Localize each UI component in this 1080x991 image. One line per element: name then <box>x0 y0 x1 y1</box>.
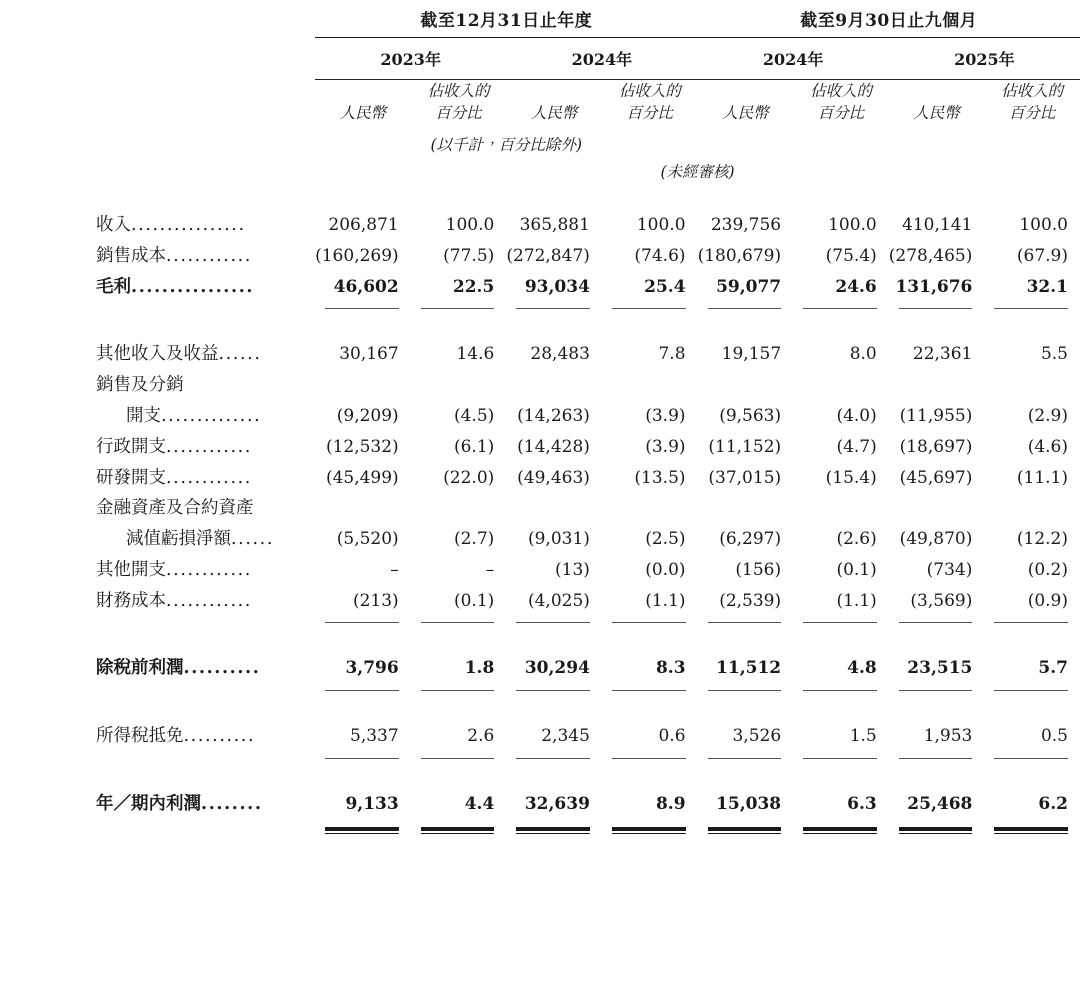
header-year-empty <box>0 38 315 78</box>
measure-rmb-label-1: 人民幣 <box>339 104 387 123</box>
rule-seg-3 <box>506 684 602 693</box>
table-row <box>0 370 1080 401</box>
measure-pct-bottom-4: 百分比 <box>1008 104 1056 123</box>
rule-label-gap <box>0 684 315 693</box>
rule-seg-8 <box>984 302 1080 311</box>
row-label-text: 其他收入及收益 <box>96 344 219 365</box>
table-row <box>0 401 1080 432</box>
cell-rnd-y2024-pct: (13.5) <box>634 467 686 488</box>
rule-label-gap <box>0 820 315 836</box>
cell-cost-m2025-pct: (67.9) <box>1016 245 1068 266</box>
cell-cost-y2023-pct: (77.5) <box>443 245 495 266</box>
header-corner-empty <box>0 0 315 36</box>
leader-dots: ...... <box>218 344 262 365</box>
cell-pbt-y2023-rmb: 3,796 <box>345 658 399 679</box>
cell-otherinc-y2024-rmb: 28,483 <box>530 344 590 365</box>
measure-rmb-label-4: 人民幣 <box>913 104 960 123</box>
cell-otherexp-y2024-pct: (0.0) <box>645 559 686 580</box>
row-label-gross-profit <box>0 272 315 303</box>
rule-under-finance-costs <box>0 616 1080 625</box>
leader-dots: .............. <box>161 405 262 426</box>
rule-seg-1 <box>315 302 411 311</box>
rule-seg-1 <box>315 752 411 761</box>
measure-rmb-label-3: 人民幣 <box>722 104 769 123</box>
rule-label-gap <box>0 616 315 625</box>
leader-dots: ................ <box>131 276 255 297</box>
table-row <box>0 653 1080 684</box>
rule-double-seg-1 <box>315 820 411 836</box>
cell-revenue-y2024-pct: 100.0 <box>636 214 686 235</box>
cell-impair-y2023-rmb: (5,520) <box>336 528 399 549</box>
cell-cost-y2024-rmb: (272,847) <box>506 245 590 266</box>
header-year-2024-annual: 2024年 <box>571 50 633 69</box>
header-year-row <box>0 38 1080 78</box>
row-label-text: 金融資產及合約資產 <box>96 498 254 519</box>
cell-revenue-m2025-pct: 100.0 <box>1019 214 1068 235</box>
cell-otherexp-m2024-rmb: (156) <box>735 559 782 580</box>
rule-label-gap <box>0 302 315 311</box>
cell-otherexp-y2023-rmb: – <box>390 559 399 580</box>
rule-seg-4 <box>602 684 698 693</box>
rule-seg-6 <box>793 752 889 761</box>
cell-profit-y2023-pct: 4.4 <box>464 794 495 815</box>
cell-cost-y2023-rmb: (160,269) <box>315 245 399 266</box>
cell-rnd-y2024-rmb: (49,463) <box>517 467 590 488</box>
cell-finance-y2023-rmb: (213) <box>352 590 399 611</box>
table-row <box>0 789 1080 820</box>
cell-revenue-m2025-rmb: 410,141 <box>902 214 973 235</box>
rule-seg-2 <box>411 684 507 693</box>
rule-seg-5 <box>698 752 794 761</box>
cell-tax-y2024-pct: 0.6 <box>658 726 686 747</box>
cell-finance-m2025-pct: (0.9) <box>1027 590 1068 611</box>
rule-double-seg-3 <box>506 820 602 836</box>
table-body <box>0 210 1080 836</box>
header-group-row <box>0 0 1080 36</box>
rule-seg-7 <box>889 616 985 625</box>
cell-otherinc-y2023-rmb: 30,167 <box>339 344 399 365</box>
header-year-2025-interim: 2025年 <box>954 50 1015 69</box>
table-header <box>0 0 1080 210</box>
row-label-other-expenses <box>0 555 315 586</box>
table-row <box>0 432 1080 463</box>
cell-finance-y2024-pct: (1.1) <box>645 590 686 611</box>
row-label-profit-before-tax <box>0 653 315 684</box>
table-row <box>0 493 1080 524</box>
row-label-profit-for-period <box>0 789 315 820</box>
measure-pct-bottom-2: 百分比 <box>626 104 673 123</box>
measure-rmb-label-2: 人民幣 <box>530 104 578 123</box>
cell-tax-m2025-rmb: 1,953 <box>923 726 973 747</box>
leader-dots: ........ <box>201 794 263 815</box>
rule-double-seg-4 <box>602 820 698 836</box>
cell-finance-m2024-pct: (1.1) <box>836 590 877 611</box>
rule-double-seg-8 <box>984 820 1080 836</box>
measure-pct-top-2: 佔收入的 <box>618 82 681 100</box>
table-row <box>0 586 1080 617</box>
row-label-selling-line1 <box>0 370 315 401</box>
header-measure-pct-2024a <box>602 80 698 129</box>
rule-seg-6 <box>793 616 889 625</box>
note-unaudited-left-empty <box>315 155 506 182</box>
row-label-finance-costs <box>0 586 315 617</box>
row-label-text: 銷售成本 <box>96 245 166 266</box>
cell-tax-y2023-rmb: 5,337 <box>350 726 399 747</box>
rule-seg-4 <box>602 616 698 625</box>
row-label-other-income <box>0 339 315 370</box>
row-label-text: 行政開支 <box>96 436 166 457</box>
rule-seg-8 <box>984 616 1080 625</box>
header-measure-pct-2024i <box>793 80 889 129</box>
rule-seg-4 <box>602 752 698 761</box>
rule-seg-6 <box>793 684 889 693</box>
cell-pbt-y2023-pct: 1.8 <box>464 658 495 679</box>
measure-pct-top-4: 佔收入的 <box>1001 82 1064 100</box>
note-unaudited-spacer <box>506 155 888 182</box>
cell-impair-y2024-rmb: (9,031) <box>527 528 590 549</box>
cell-otherexp-m2025-rmb: (734) <box>926 559 973 580</box>
rule-seg-2 <box>411 302 507 311</box>
cell-admin-y2024-pct: (3.9) <box>645 436 686 457</box>
leader-dots: ............ <box>166 245 252 266</box>
cell-rnd-m2024-pct: (15.4) <box>825 467 877 488</box>
rule-seg-1 <box>315 684 411 693</box>
rule-double-under-profit <box>0 820 1080 836</box>
cell-profit-y2023-rmb: 9,133 <box>345 794 399 815</box>
row-label-income-tax-credit <box>0 721 315 752</box>
impairment-line1-empty <box>315 493 1080 524</box>
rule-seg-5 <box>698 302 794 311</box>
cell-impair-m2024-pct: (2.6) <box>836 528 877 549</box>
cell-rnd-y2023-pct: (22.0) <box>443 467 495 488</box>
leader-dots: ............ <box>166 559 252 580</box>
cell-selling-y2024-pct: (3.9) <box>645 405 686 426</box>
cell-gross-y2023-rmb: 46,602 <box>333 276 399 297</box>
row-label-text: 所得稅抵免 <box>96 726 184 747</box>
cell-otherinc-y2024-pct: 7.8 <box>658 344 686 365</box>
measure-pct-bottom-3: 百分比 <box>817 104 865 123</box>
cell-finance-y2024-rmb: (4,025) <box>527 590 590 611</box>
cell-admin-m2025-rmb: (18,697) <box>899 436 973 457</box>
cell-otherexp-m2024-pct: (0.1) <box>836 559 877 580</box>
spacer-before-pbt <box>0 625 1080 653</box>
rule-seg-3 <box>506 302 602 311</box>
rule-seg-2 <box>411 752 507 761</box>
cell-profit-y2024-pct: 8.9 <box>655 794 686 815</box>
cell-profit-y2024-rmb: 32,639 <box>524 794 590 815</box>
table-row <box>0 463 1080 494</box>
cell-profit-m2025-pct: 6.2 <box>1038 794 1068 815</box>
header-measure-rmb-2023 <box>315 80 411 129</box>
cell-selling-m2024-rmb: (9,563) <box>719 405 782 426</box>
row-label-text: 年／期內利潤 <box>96 794 201 815</box>
cell-pbt-y2024-pct: 8.3 <box>655 658 686 679</box>
leader-dots: ............ <box>166 590 252 611</box>
rule-double-seg-6 <box>793 820 889 836</box>
rule-label-gap <box>0 752 315 761</box>
rule-seg-5 <box>698 684 794 693</box>
table-row <box>0 272 1080 303</box>
measure-pct-bottom-1: 百分比 <box>435 104 482 123</box>
selling-line1-empty <box>315 370 1080 401</box>
cell-admin-m2024-rmb: (11,152) <box>708 436 782 457</box>
header-year-2023: 2023年 <box>380 50 441 69</box>
leader-dots: .......... <box>183 658 261 679</box>
cell-otherinc-y2023-pct: 14.6 <box>456 344 495 365</box>
cell-gross-y2023-pct: 22.5 <box>452 276 495 297</box>
cell-admin-y2023-rmb: (12,532) <box>325 436 399 457</box>
row-label-selling-expenses <box>0 401 315 432</box>
cell-pbt-m2025-pct: 5.7 <box>1038 658 1068 679</box>
cell-revenue-m2024-rmb: 239,756 <box>710 214 782 235</box>
cell-gross-m2025-pct: 32.1 <box>1026 276 1068 297</box>
measure-pct-top-1: 佔收入的 <box>427 82 490 100</box>
note-thousands-text: (以千計，百分比除外) <box>430 135 583 154</box>
leader-dots: .......... <box>183 726 256 747</box>
cell-rnd-y2023-rmb: (45,499) <box>325 467 399 488</box>
cell-admin-y2024-rmb: (14,428) <box>517 436 590 457</box>
cell-finance-m2025-rmb: (3,569) <box>910 590 973 611</box>
note-thousands-right-empty <box>698 129 1080 155</box>
row-label-impairment-line1 <box>0 493 315 524</box>
rule-under-gross-profit <box>0 302 1080 311</box>
cell-rnd-m2024-rmb: (37,015) <box>708 467 782 488</box>
cell-otherinc-m2024-rmb: 19,157 <box>721 344 782 365</box>
cell-impair-m2025-rmb: (49,870) <box>899 528 973 549</box>
rule-seg-8 <box>984 752 1080 761</box>
row-label-text: 減值虧損淨額 <box>126 528 231 549</box>
leader-dots: ............ <box>166 467 252 488</box>
rule-seg-2 <box>411 616 507 625</box>
table-row <box>0 241 1080 272</box>
table-row <box>0 339 1080 370</box>
row-label-text: 銷售及分銷 <box>96 375 184 396</box>
leader-dots: ................ <box>131 214 246 235</box>
spacer-before-profit <box>0 761 1080 789</box>
header-measure-row <box>0 80 1080 129</box>
rule-seg-7 <box>889 752 985 761</box>
cell-tax-y2023-pct: 2.6 <box>467 726 495 747</box>
row-label-text: 收入 <box>96 214 131 235</box>
rule-seg-7 <box>889 684 985 693</box>
rule-seg-6 <box>793 302 889 311</box>
row-label-text: 研發開支 <box>96 467 166 488</box>
row-label-admin-expenses <box>0 432 315 463</box>
row-label-revenue <box>0 210 315 241</box>
cell-selling-m2025-pct: (2.9) <box>1027 405 1068 426</box>
cell-revenue-y2023-rmb: 206,871 <box>328 214 399 235</box>
cell-selling-m2025-rmb: (11,955) <box>899 405 973 426</box>
rule-double-seg-2 <box>411 820 507 836</box>
cell-finance-m2024-rmb: (2,539) <box>719 590 782 611</box>
cell-impair-m2024-rmb: (6,297) <box>719 528 782 549</box>
cell-otherinc-m2024-pct: 8.0 <box>849 344 877 365</box>
cell-pbt-m2025-rmb: 23,515 <box>907 658 973 679</box>
cell-cost-y2024-pct: (74.6) <box>634 245 686 266</box>
rule-seg-4 <box>602 302 698 311</box>
cell-pbt-y2024-rmb: 30,294 <box>524 658 590 679</box>
cell-pbt-m2024-pct: 4.8 <box>847 658 877 679</box>
rule-seg-5 <box>698 616 794 625</box>
header-measure-pct-2025i <box>984 80 1080 129</box>
spacer-before-tax-credit <box>0 693 1080 721</box>
cell-gross-y2024-pct: 25.4 <box>644 276 686 297</box>
cell-revenue-y2023-pct: 100.0 <box>445 214 495 235</box>
cell-impair-m2025-pct: (12.2) <box>1016 528 1068 549</box>
header-note-thousands-row <box>0 129 1080 155</box>
rule-double-seg-5 <box>698 820 794 836</box>
leader-dots: ............ <box>166 436 252 457</box>
rule-seg-8 <box>984 684 1080 693</box>
rule-under-tax-credit <box>0 752 1080 761</box>
header-measure-rmb-2024i <box>698 80 794 129</box>
cell-tax-m2024-pct: 1.5 <box>849 726 877 747</box>
cell-cost-m2025-rmb: (278,465) <box>888 245 973 266</box>
cell-gross-m2025-rmb: 131,676 <box>895 276 973 297</box>
row-label-text: 毛利 <box>96 276 131 297</box>
cell-revenue-m2024-pct: 100.0 <box>828 214 877 235</box>
rule-double-seg-7 <box>889 820 985 836</box>
note-unaudited-empty <box>0 155 315 182</box>
table-row <box>0 210 1080 241</box>
cell-gross-y2024-rmb: 93,034 <box>524 276 590 297</box>
table-row <box>0 721 1080 752</box>
row-label-text: 除稅前利潤 <box>96 658 184 679</box>
cell-profit-m2024-rmb: 15,038 <box>716 794 782 815</box>
header-measure-pct-2023 <box>411 80 507 129</box>
header-group-nine-months: 截至9月30日止九個月 <box>800 11 978 31</box>
cell-otherexp-y2023-pct: – <box>485 559 495 580</box>
rule-seg-1 <box>315 616 411 625</box>
cell-rnd-m2025-rmb: (45,697) <box>899 467 973 488</box>
header-measure-rmb-2025i <box>889 80 985 129</box>
cell-admin-y2023-pct: (6.1) <box>453 436 495 457</box>
header-measure-empty <box>0 80 315 129</box>
note-thousands-empty <box>0 129 315 155</box>
row-label-impairment-loss <box>0 524 315 555</box>
header-bottom-spacer <box>0 182 1080 210</box>
note-unaudited-text: (未經審核) <box>660 162 735 181</box>
cell-gross-m2024-rmb: 59,077 <box>716 276 782 297</box>
header-measure-rmb-2024a <box>506 80 602 129</box>
cell-cost-m2024-pct: (75.4) <box>825 245 877 266</box>
cell-impair-y2024-pct: (2.5) <box>645 528 686 549</box>
header-year-2024-interim: 2024年 <box>762 50 824 69</box>
leader-dots: ...... <box>231 528 274 549</box>
cell-selling-m2024-pct: (4.0) <box>836 405 877 426</box>
row-label-text: 其他開支 <box>96 559 166 580</box>
cell-admin-m2025-pct: (4.6) <box>1027 436 1068 457</box>
cell-pbt-m2024-rmb: 11,512 <box>716 658 782 679</box>
cell-tax-y2024-rmb: 2,345 <box>541 726 590 747</box>
rule-seg-7 <box>889 302 985 311</box>
cell-tax-m2025-pct: 0.5 <box>1040 726 1068 747</box>
rule-under-pbt <box>0 684 1080 693</box>
cell-gross-m2024-pct: 24.6 <box>835 276 877 297</box>
cell-otherexp-y2024-rmb: (13) <box>555 559 590 580</box>
cell-admin-m2024-pct: (4.7) <box>836 436 877 457</box>
cell-revenue-y2024-rmb: 365,881 <box>519 214 590 235</box>
row-label-text: 財務成本 <box>96 590 166 611</box>
row-label-rnd-expenses <box>0 463 315 494</box>
rule-seg-3 <box>506 752 602 761</box>
cell-profit-m2024-pct: 6.3 <box>847 794 877 815</box>
row-label-text: 開支 <box>126 405 161 426</box>
header-note-unaudited-row <box>0 155 1080 182</box>
rule-seg-3 <box>506 616 602 625</box>
spacer-after-gross-profit <box>0 311 1080 339</box>
cell-otherexp-m2025-pct: (0.2) <box>1027 559 1068 580</box>
cell-cost-m2024-rmb: (180,679) <box>697 245 782 266</box>
table-row <box>0 524 1080 555</box>
cell-finance-y2023-pct: (0.1) <box>453 590 495 611</box>
note-thousands-spacer <box>315 129 697 155</box>
cell-otherinc-m2025-rmb: 22,361 <box>912 344 973 365</box>
cell-selling-y2024-rmb: (14,263) <box>517 405 590 426</box>
cell-selling-y2023-rmb: (9,209) <box>336 405 399 426</box>
measure-pct-top-3: 佔收入的 <box>809 82 872 100</box>
cell-rnd-m2025-pct: (11.1) <box>1016 467 1068 488</box>
header-group-annual: 截至12月31日止年度 <box>420 11 593 31</box>
cell-otherinc-m2025-pct: 5.5 <box>1040 344 1068 365</box>
table-row <box>0 555 1080 586</box>
cell-profit-m2025-rmb: 25,468 <box>907 794 973 815</box>
note-unaudited-right-empty <box>889 155 1080 182</box>
cell-impair-y2023-pct: (2.7) <box>453 528 495 549</box>
cell-tax-m2024-rmb: 3,526 <box>732 726 782 747</box>
cell-selling-y2023-pct: (4.5) <box>453 405 495 426</box>
row-label-cost-of-sales <box>0 241 315 272</box>
